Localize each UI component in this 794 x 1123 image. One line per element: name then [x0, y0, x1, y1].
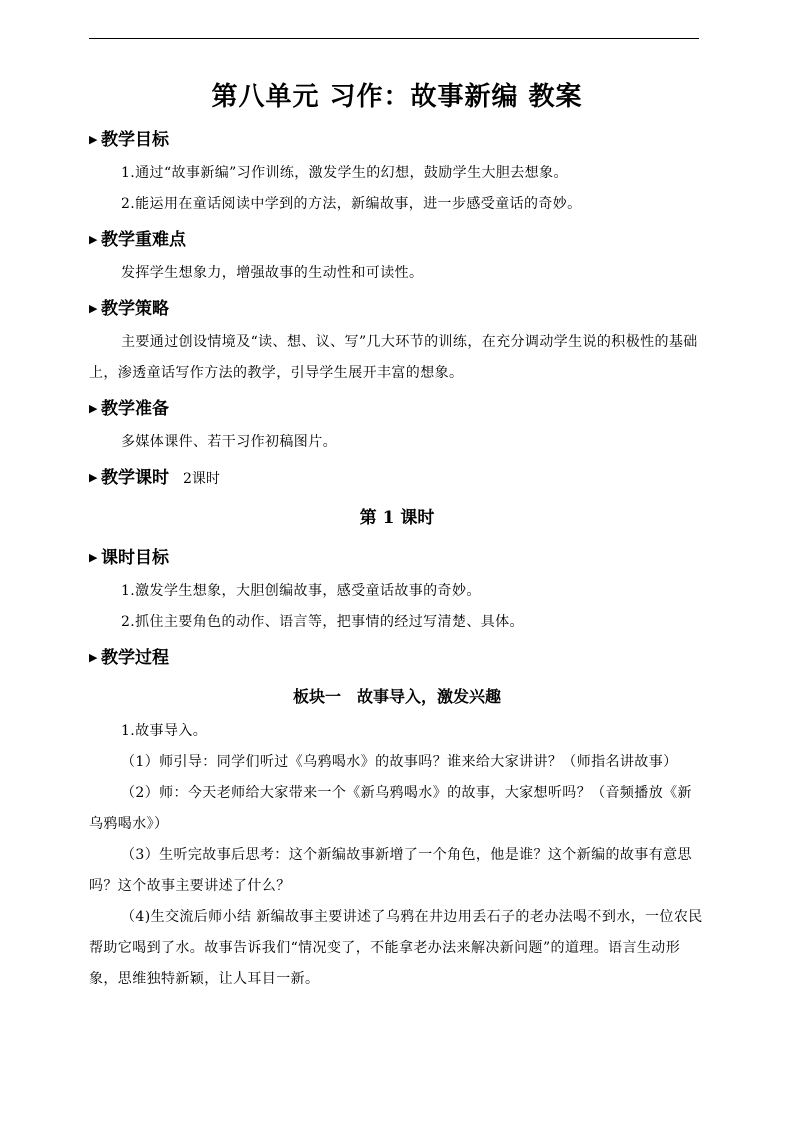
triangle-bullet-icon: ▶: [89, 402, 98, 415]
section-heading-label: 教学重难点: [101, 230, 186, 250]
strategy-text: 主要通过创设情境及“读、想、议、写”几大环节的训练，在充分调动学生说的积极性的基础上，渗透童话写作方法的教学，引导学生展开丰富的想象。: [89, 334, 698, 381]
objective-item-1: 1.激发学生想象，大胆创编故事，感受童话故事的奇妙。: [121, 583, 481, 599]
section-heading-label: 教学准备: [101, 399, 169, 419]
process-paragraph: （2）师：今天老师给大家带来一个《新乌鸦喝水》的故事，大家想听吗？（音频播放《新乌鸦喝水》）: [89, 785, 692, 832]
triangle-bullet-icon: ▶: [89, 302, 98, 315]
goal-item-2: 2.能运用在童话阅读中学到的方法，新编故事，进一步感受童话的奇妙。: [121, 196, 582, 212]
section-heading-preparation: [89, 395, 705, 423]
section-heading-periods: [89, 464, 705, 492]
triangle-bullet-icon: ▶: [89, 471, 98, 484]
section-heading-label: 教学课时: [101, 468, 169, 488]
block-title: 板块一 故事导入，激发兴趣: [292, 687, 501, 706]
triangle-bullet-icon: ▶: [89, 233, 98, 246]
section-heading-label: 教学过程: [101, 648, 169, 668]
section-heading-label: 课时目标: [101, 548, 169, 568]
preparation-text: 多媒体课件、若干习作初稿图片。: [121, 434, 337, 450]
section-heading-label: 教学策略: [101, 299, 169, 319]
process-paragraph: （1）师引导：同学们听过《乌鸦喝水》的故事吗？谁来给大家讲讲？（师指名讲故事）: [121, 754, 678, 770]
document-body: [89, 78, 705, 995]
lesson-title: 第 1 课时: [359, 508, 435, 528]
section-heading-goals: [89, 126, 705, 154]
process-paragraph: （3）生听完故事后思考：这个新编故事新增了一个角色，他是谁？这个新编的故事有意思吗？这个故事主要讲述了什么？: [89, 847, 692, 894]
goal-item-1: 1.通过“故事新编”习作训练，激发学生的幻想，鼓励学生大胆去想象。: [121, 165, 568, 181]
document-title: 第八单元 习作：故事新编 教案: [211, 82, 583, 112]
triangle-bullet-icon: ▶: [89, 551, 98, 564]
process-paragraph: 1.故事导入。: [121, 723, 208, 739]
objective-item-2: 2.抓住主要角色的动作、语言等，把事情的经过写清楚、具体。: [121, 614, 524, 630]
section-heading-process: [89, 644, 705, 672]
section-heading-key-points: [89, 226, 705, 254]
periods-value: 2课时: [183, 471, 220, 487]
key-points-text: 发挥学生想象力，增强故事的生动性和可读性。: [121, 265, 424, 281]
triangle-bullet-icon: ▶: [89, 133, 98, 146]
process-paragraph: （4)生交流后师小结 新编故事主要讲述了乌鸦在井边用丢石子的老办法喝不到水，一位农民帮助它喝到了水。故事告诉我们“情况变了，不能拿老办法来解决新问题”的道理。语言生动形象，思维独特新颖，让人耳目一新。: [89, 909, 703, 987]
section-heading-lesson-objectives: [89, 544, 705, 572]
section-heading-strategy: [89, 295, 705, 323]
header-rule: [89, 38, 699, 39]
triangle-bullet-icon: ▶: [89, 651, 98, 664]
section-heading-label: 教学目标: [101, 130, 169, 150]
